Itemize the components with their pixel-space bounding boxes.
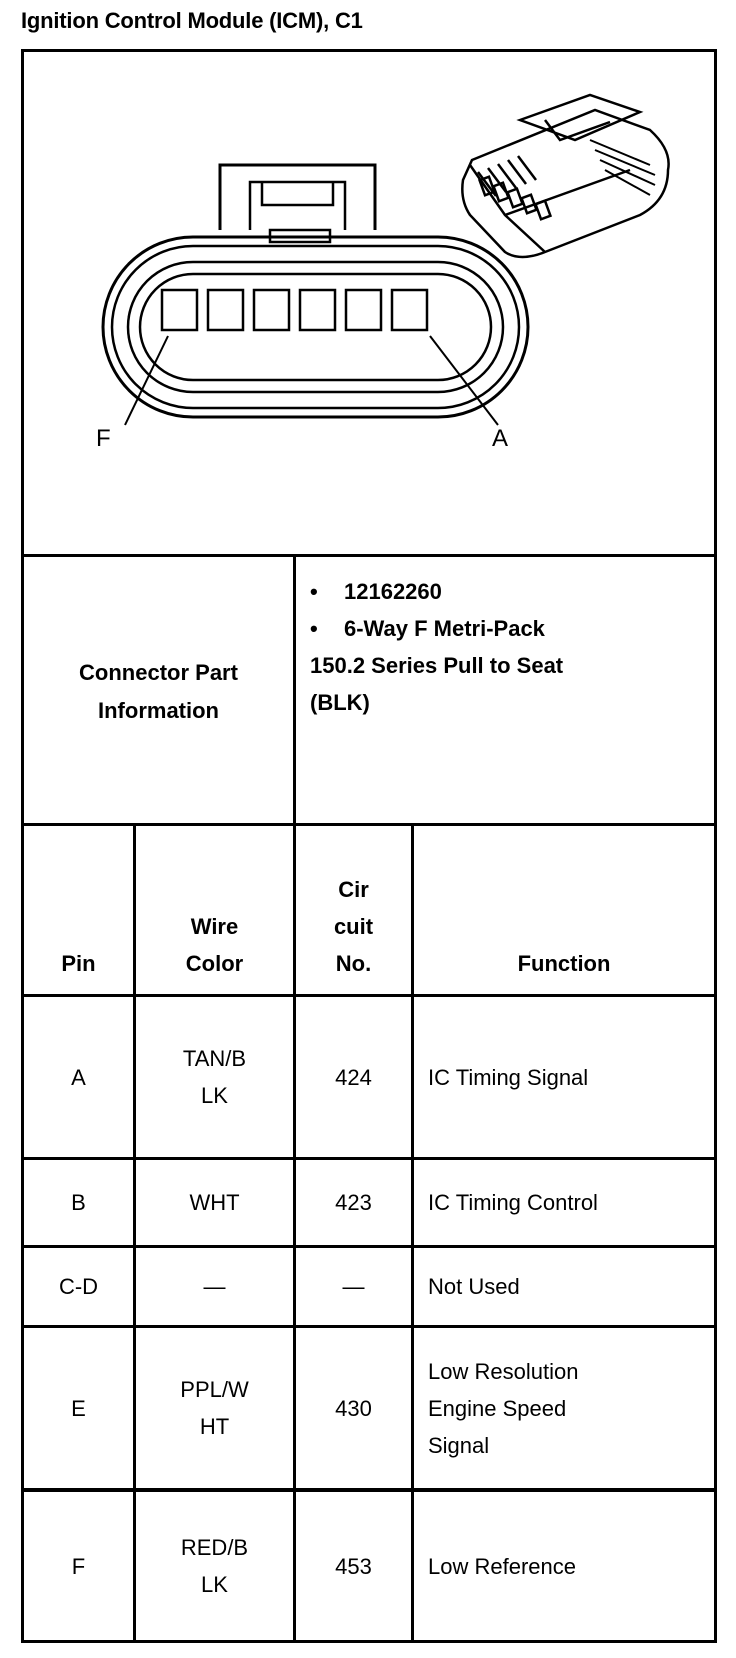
- row-f-wire: RED/B LK: [180, 1535, 249, 1597]
- cavity-d: [254, 290, 289, 330]
- row-e-function: Low Resolution Engine Speed Signal: [428, 1358, 579, 1458]
- row-a-wire: TAN/B LK: [182, 1046, 247, 1108]
- series-text: 150.2 Series Pull to Seat: [310, 653, 564, 678]
- header-circuit-no: Cir cuit No.: [333, 877, 374, 976]
- cavity-a: [392, 290, 427, 330]
- cavity-b: [346, 290, 381, 330]
- color-text: (BLK): [310, 690, 370, 715]
- row-b-wire: WHT: [189, 1190, 240, 1215]
- cavity-f: [162, 290, 197, 330]
- row-cd-circuit: —: [342, 1274, 365, 1299]
- row-e-circuit: 430: [335, 1395, 372, 1421]
- row-cd-function: Not Used: [428, 1274, 520, 1299]
- connector-3d-view: [462, 95, 668, 257]
- row-f-function: Low Reference: [428, 1553, 576, 1579]
- connector-info-details: [310, 573, 710, 803]
- row-a-pin: A: [71, 1064, 86, 1090]
- header-wire-color: Wire Color: [185, 914, 244, 976]
- row-b-circuit: 423: [335, 1190, 372, 1215]
- page-title: Ignition Control Module (ICM), C1: [21, 8, 363, 33]
- row-a-function: IC Timing Signal: [428, 1064, 589, 1090]
- row-cd-wire: —: [203, 1274, 226, 1299]
- divider-info-vertical: [293, 554, 296, 826]
- connector-info-label: Connector Part Information: [79, 659, 238, 723]
- row-e-wire: PPL/W HT: [180, 1377, 249, 1439]
- connector-type-bullet: • 6-Way F Metri-Pack: [310, 616, 545, 641]
- row-e-pin: E: [71, 1395, 86, 1421]
- pin-label-f: F: [96, 425, 111, 452]
- header-function: Function: [517, 951, 611, 976]
- frame-bottom: [21, 1640, 717, 1643]
- cavity-e: [208, 290, 243, 330]
- cavity-c: [300, 290, 335, 330]
- row-a-circuit: 424: [335, 1064, 372, 1090]
- row-f-pin: F: [71, 1553, 86, 1579]
- row-b-pin: B: [71, 1190, 86, 1215]
- row-cd-pin: C-D: [58, 1274, 99, 1299]
- pin-label-a: A: [492, 425, 509, 452]
- header-pin: Pin: [61, 951, 96, 976]
- row-b-function: IC Timing Control: [428, 1190, 598, 1215]
- connector-diagram: [0, 0, 736, 560]
- row-f-circuit: 453: [335, 1553, 372, 1579]
- part-number-bullet: • 12162260: [310, 579, 442, 604]
